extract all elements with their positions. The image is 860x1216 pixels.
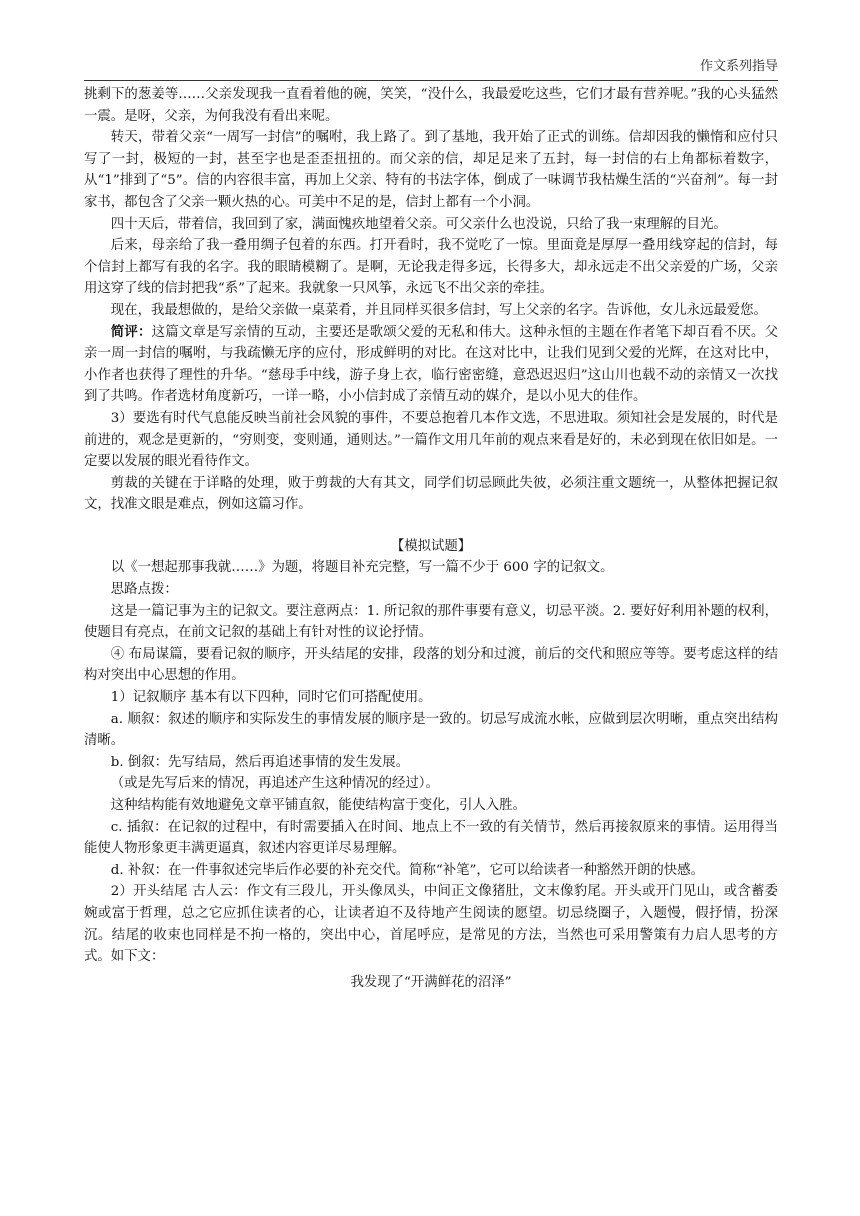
paragraph-14: a. 顺叙：叙述的顺序和实际发生的事情发展的顺序是一致的。切忌写成流水帐，应做到层次明晰，重点突出结构清晰。 xyxy=(84,711,778,749)
section-gap xyxy=(84,516,778,536)
paragraph-17: 这种结构能有效地避免文章平铺直叙，能使结构富于变化，引人入胜。 xyxy=(110,798,526,813)
hint-label: 思路点拨： xyxy=(110,582,178,598)
exam-prompt: 以《一想起那事我就……》为题，将题目补充完整，写一篇不少于 600 字的记叙文。 xyxy=(110,560,614,576)
section-title: 【模拟试题】 xyxy=(390,538,472,554)
comment-paragraph xyxy=(84,322,778,408)
paragraph-16: （或是先写后来的情况，再追述产生这种情况的经过）。 xyxy=(110,776,439,792)
header-series-label: 作文系列指导 xyxy=(699,59,778,74)
paragraph-15: b. 倒叙：先写结局，然后再追述事情的发生发展。 xyxy=(110,754,410,770)
comment-label: 简评： xyxy=(110,323,152,340)
page-header xyxy=(84,58,778,81)
essay-title: 我发现了“开满鲜花的沼泽” xyxy=(350,974,512,990)
document-body xyxy=(84,84,778,993)
paragraph-1: 挑剩下的葱姜等……父亲发现我一直看着他的碗，笑笑，“没什么，我最爱吃这些，它们才最有营养呢。”我的心头猛然一震。是呀，父亲，为何我没有看出来呢。 xyxy=(84,87,778,124)
paragraph-18: c. 插叙：在记叙的过程中，有时需要插入在时间、地点上不一致的有关情节，然后再接叙原来的事情。运用得当能使人物形象更丰满更逼真，叙述内容更详尽易理解。 xyxy=(84,819,778,857)
paragraph-4: 后来，母亲给了我一叠用绸子包着的东西。打开看时，我不觉吃了一惊。里面竟是厚厚一叠用线穿起的信封，每个信封上都写有我的名字。我的眼睛模糊了。是啊，无论我走得多远，长得多大，却永远走不出父亲爱的广场，父亲用这穿了线的信封把我“系”了起来。我就象一只风筝，永远飞不出父亲的牵挂。 xyxy=(84,238,778,297)
paragraph-12: ④ 布局谋篇，要看记叙的顺序，开头结尾的安排，段落的划分和过渡，前后的交代和照应等等。要考虑这样的结构对突出中心思想的作用。 xyxy=(84,646,778,684)
paragraph-3: 四十天后，带着信，我回到了家，满面愧疚地望着父亲。可父亲什么也没说，只给了我一束理解的目光。 xyxy=(110,216,727,232)
paragraph-8: 剪裁的关键在于详略的处理，败于剪裁的大有其文，同学们切忌顾此失彼，必须注重文题统一，从整体把握记叙文，找准文眼是难点，例如这篇习作。 xyxy=(84,475,778,513)
paragraph-20: 2）开头结尾 古人云：作文有三段儿，开头像凤头，中间正文像猪肚，文末像豹尾。开头或开门见山，或含蓄委婉或富于哲理，总之它应抓住读者的心，让读者迫不及待地产生阅读的愿望。切忌绕圈子，入题慢，假抒情，扮深沉。结尾的收束也同样是不拘一格的，突出中心，首尾呼应，是常见的方法，当然也可采用警策有力启人思考的方式。如下文： xyxy=(84,884,778,965)
paragraph-13: 1）记叙顺序 基本有以下四种，同时它们可搭配使用。 xyxy=(110,690,432,706)
paragraph-5: 现在，我最想做的，是给父亲做一桌菜肴，并且同样买很多信封，写上父亲的名字。告诉他，女儿永远最爱您。 xyxy=(110,302,767,318)
paragraph-7: 3）要选有时代气息能反映当前社会风貌的事件，不要总抱着几本作文选，不思进取。须知社会是发展的，时代是前进的，观念是更新的，“穷则变，变则通，通则达。”一篇作文用几年前的观点来看是好的，未必到现在依旧如是。一定要以发展的眼光看待作文。 xyxy=(84,410,778,470)
paragraph-19: d. 补叙：在一件事叙述完毕后作必要的补充交代。简称“补笔”，它可以给读者一种豁然开朗的快感。 xyxy=(110,862,704,878)
paragraph-11: 这是一篇记事为主的记叙文。要注意两点：1. 所记叙的那件事要有意义，切忌平淡。2. 要好好利用补题的权利，使题目有亮点，在前文记叙的基础上有针对性的议论抒情。 xyxy=(84,603,778,641)
comment-text: 这篇文章是写亲情的互动，主要还是歌颂父爱的无私和伟大。这种永恒的主题在作者笔下却百看不厌。父亲一周一封信的嘱咐，与我疏懒无序的应付，形成鲜明的对比。在这对比中，让我们见到父爱的光辉，在这对比中，小作者也获得了理性的升华。“慈母手中线，游子身上衣，临行密密缝，意恐迟迟归”这山川也载不动的亲情又一次找到了共鸣。作者选材角度新巧，一详一略，小小信封成了亲情互动的媒介，是以小见大的佳作。 xyxy=(84,324,779,405)
paragraph-2: 转天，带着父亲“一周写一封信”的嘱咐，我上路了。到了基地，我开始了正式的训练。信却因我的懒惰和应付只写了一封，极短的一封，甚至字也是歪歪扭扭的。而父亲的信，却足足来了五封，每一封信的右上角都标着数字，从“1”排到了“5”。信的内容很丰富，再加上父亲、特有的书法字体，倒成了一味调节我枯燥生活的“兴奋剂”。每一封家书，都包含了父亲一颗火热的心。可美中不足的是，信封上都有一个小洞。 xyxy=(84,130,778,210)
